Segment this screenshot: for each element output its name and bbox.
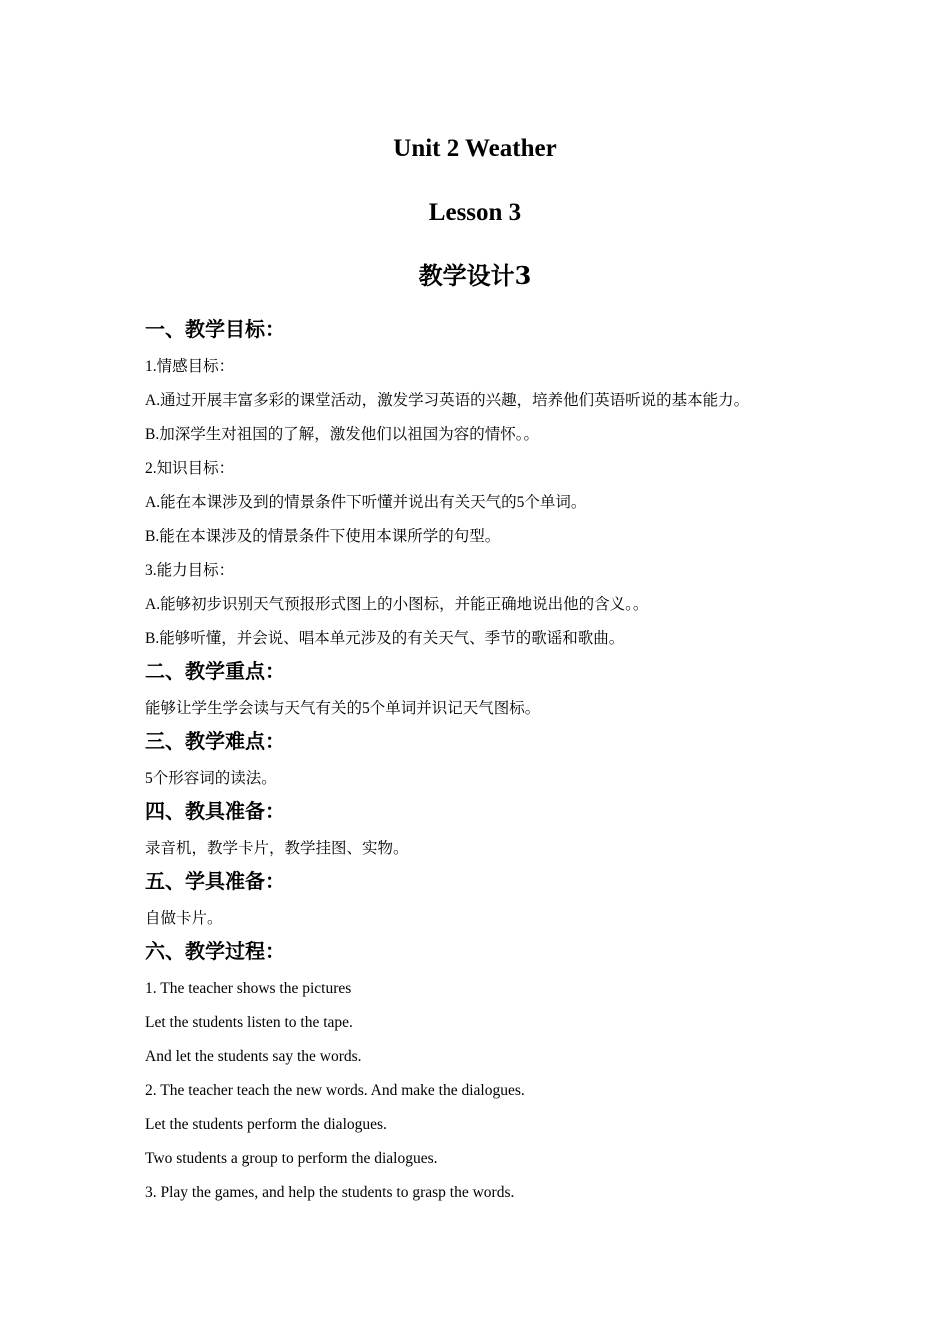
paragraph: 录音机，教学卡片，教学挂图、实物。 [145, 840, 409, 857]
lesson-title: Lesson 3 [428, 199, 522, 226]
paragraph: A.能在本课涉及到的情景条件下听懂并说出有关天气的5个单词。 [145, 494, 587, 511]
paragraph: A.通过开展丰富多彩的课堂活动，激发学习英语的兴趣，培养他们英语听说的基本能力。 [145, 392, 750, 409]
section-heading-difficulties: 三、教学难点： [145, 729, 285, 753]
paragraph: B.能在本课涉及的情景条件下使用本课所学的句型。 [145, 528, 501, 545]
section-heading-key-points: 二、教学重点： [145, 659, 285, 683]
section-heading-objectives: 一、教学目标： [145, 317, 285, 341]
paragraph: 能够让学生学会读与天气有关的5个单词并识记天气图标。 [145, 700, 541, 717]
paragraph: 2.知识目标： [145, 460, 235, 477]
paragraph: Two students a group to perform the dialogues. [145, 1150, 438, 1167]
paragraph: 5个形容词的读法。 [145, 770, 277, 787]
section-heading-teaching-aids: 四、教具准备： [145, 799, 285, 823]
paragraph: Let the students listen to the tape. [145, 1014, 353, 1031]
paragraph: 2. The teacher teach the new words. And make the dialogues. [145, 1082, 525, 1099]
paragraph: B.加深学生对祖国的了解，激发他们以祖国为容的情怀。。 [145, 426, 539, 443]
section-heading-process: 六、教学过程： [145, 939, 285, 963]
document-title: Unit 2 Weather [393, 135, 557, 162]
paragraph: 3.能力目标： [145, 562, 235, 579]
paragraph: A.能够初步识别天气预报形式图上的小图标，并能正确地说出他的含义。。 [145, 596, 649, 613]
paragraph: B.能够听懂，并会说、唱本单元涉及的有关天气、季节的歌谣和歌曲。 [145, 630, 625, 647]
paragraph: 自做卡片。 [145, 910, 223, 927]
paragraph: 1.情感目标： [145, 358, 235, 375]
paragraph: 1. The teacher shows the pictures [145, 980, 352, 997]
paragraph: 3. Play the games, and help the students to grasp the words. [145, 1184, 515, 1201]
document-subtitle: 教学设计3 [418, 261, 532, 290]
section-heading-learning-aids: 五、学具准备： [145, 869, 285, 893]
paragraph: Let the students perform the dialogues. [145, 1116, 387, 1133]
document-body [145, 314, 825, 1210]
paragraph: And let the students say the words. [145, 1048, 362, 1065]
